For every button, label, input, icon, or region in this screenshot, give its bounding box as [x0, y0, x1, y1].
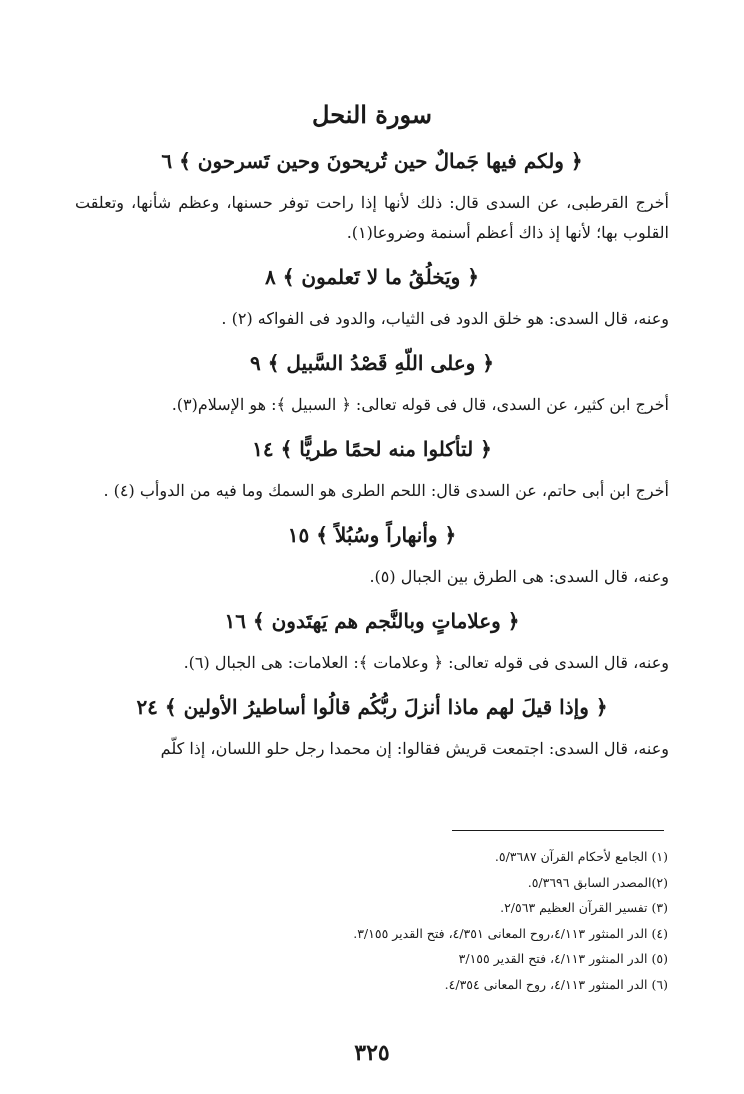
verse-heading: ﴿ ويَخلُقُ ما لا تَعلمون ﴾ ٨: [264, 265, 480, 289]
commentary-paragraph: أخرج القرطبى، عن السدى قال: ذلك لأنها إذا راحت توفر حسنها، وعظم شأنها، وتعلقت القلوب بها؛ لأنها إذ ذاك أعظم أسنمة وضروعا(١).: [75, 193, 669, 242]
footnote-divider: [452, 830, 664, 831]
verse-heading: ﴿ وإذا قيلَ لهم ماذا أنزلَ ربُّكُم قالُوا أساطيرُ الأولين ﴾ ٢٤: [136, 695, 608, 719]
footnote: (٦) الدر المنثور ٤/١١٣، روح المعانى ٤/٣٥٤.: [444, 976, 668, 992]
footnote: (٢)المصدر السابق ٥/٣٦٩٦.: [527, 874, 668, 890]
sura-title: سورة النحل: [312, 100, 432, 129]
verse-heading: ﴿ لتأكلوا منه لحمًا طريًّا ﴾ ١٤: [252, 437, 492, 461]
footnote: (٥) الدر المنثور ٤/١١٣، فتح القدير ٣/١٥٥: [458, 951, 668, 966]
main-content: [75, 138, 669, 770]
footnote: (٤) الدر المنثور ٤/١١٣،روح المعانى ٤/٣٥١، فتح القدير ٣/١٥٥.: [353, 925, 668, 941]
commentary-paragraph: أخرج ابن كثير، عن السدى، قال فى قوله تعالى: ﴿ السبيل ﴾: هو الإسلام(٣).: [171, 395, 669, 414]
footnote: (٣) تفسير القرآن العظيم ٢/٥٦٣.: [500, 900, 668, 915]
verse-heading: ﴿ ولكم فيها جَمالٌ حين تُريحونَ وحين تَسرحون ﴾ ٦: [161, 149, 583, 173]
commentary-paragraph: وعنه، قال السدى: هى الطرق بين الجبال (٥).: [369, 567, 669, 586]
commentary-paragraph: وعنه، قال السدى: اجتمعت قريش فقالوا: إن محمدا رجل حلو اللسان، إذا كلّم: [160, 739, 669, 758]
footnote: (١) الجامع لأحكام القرآن ٥/٣٦٨٧.: [494, 849, 668, 864]
commentary-paragraph: أخرج ابن أبى حاتم، عن السدى قال: اللحم الطرى هو السمك وما فيه من الدوأب (٤) .: [103, 481, 669, 500]
verse-heading: ﴿ وأنهاراً وسُبُلاً ﴾ ١٥: [287, 523, 457, 547]
footnotes: [108, 844, 668, 997]
verse-heading: ﴿ وعلاماتٍ وبالنَّجم هم يَهتَدون ﴾ ١٦: [224, 609, 520, 633]
commentary-paragraph: وعنه، قال السدى: هو خلق الدود فى الثياب، والدود فى الفواكه (٢) .: [221, 309, 669, 328]
page-number: ٣٢٥: [354, 1040, 390, 1066]
commentary-paragraph: وعنه، قال السدى فى قوله تعالى: ﴿ وعلامات ﴾: العلامات: هى الجبال (٦).: [183, 653, 669, 672]
verse-heading: ﴿ وعلى اللّهِ قَصْدُ السَّبيل ﴾ ٩: [250, 351, 494, 375]
